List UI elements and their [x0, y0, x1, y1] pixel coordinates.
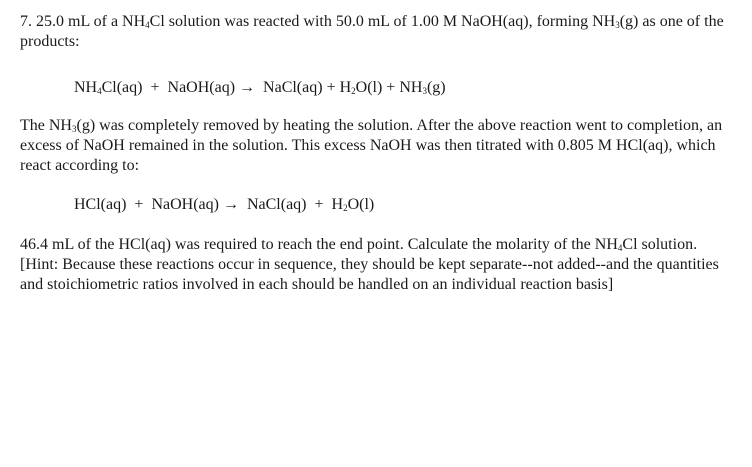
reaction-equation-2 [20, 195, 374, 215]
eq1-subscript-2: 2 [351, 86, 356, 96]
intro-subscript-1: 4 [145, 20, 150, 30]
eq1-text-b: Cl(aq) + NaOH(aq) → NaCl(aq) + H [101, 79, 352, 96]
para2-text-a: The NH [20, 117, 72, 134]
intro-text-c: (g) as one of the products: [20, 13, 724, 50]
para3-text-b: Cl solution. [Hint: Because these reactions occur in sequence, they should be kept separate--not added--and the quantities and stoichiometric ratios involved in each should be handled on an individual reaction basis] [20, 236, 719, 293]
para2-text-b: (g) was completely removed by heating the solution. After the above reaction went to completion, an excess of NaOH remained in the solution. This excess NaOH was then titrated with 0.805 M HCl(aq), which react according to: [20, 117, 723, 174]
eq1-subscript-3: 3 [422, 86, 427, 96]
intro-text-a: 7. 25.0 mL of a NH [20, 13, 146, 30]
para3-subscript-1: 4 [617, 243, 623, 253]
reaction-equation-1 [20, 78, 446, 98]
eq2-text-a: HCl(aq) + NaOH(aq) → NaCl(aq) + H [74, 196, 344, 213]
eq1-text-c: O(l) + NH [355, 79, 423, 96]
eq2-text-b: O(l) [347, 196, 375, 213]
intro-text-b: Cl solution was reacted with 50.0 mL of 1.00 M NaOH(aq), forming NH [149, 13, 616, 30]
para3-text-a: 46.4 mL of the HCl(aq) was required to reach the end point. Calculate the molarity of the NH [20, 236, 618, 253]
para2-subscript-1: 3 [71, 124, 77, 134]
problem-paragraph-2 [20, 116, 735, 176]
problem-paragraph-3 [20, 235, 735, 295]
eq2-subscript-1: 2 [343, 203, 348, 213]
intro-subscript-2: 3 [615, 20, 620, 30]
problem-intro [20, 12, 735, 52]
eq1-text-a: NH [74, 79, 98, 96]
eq1-text-d: (g) [426, 79, 446, 96]
eq1-subscript-1: 4 [97, 86, 102, 96]
